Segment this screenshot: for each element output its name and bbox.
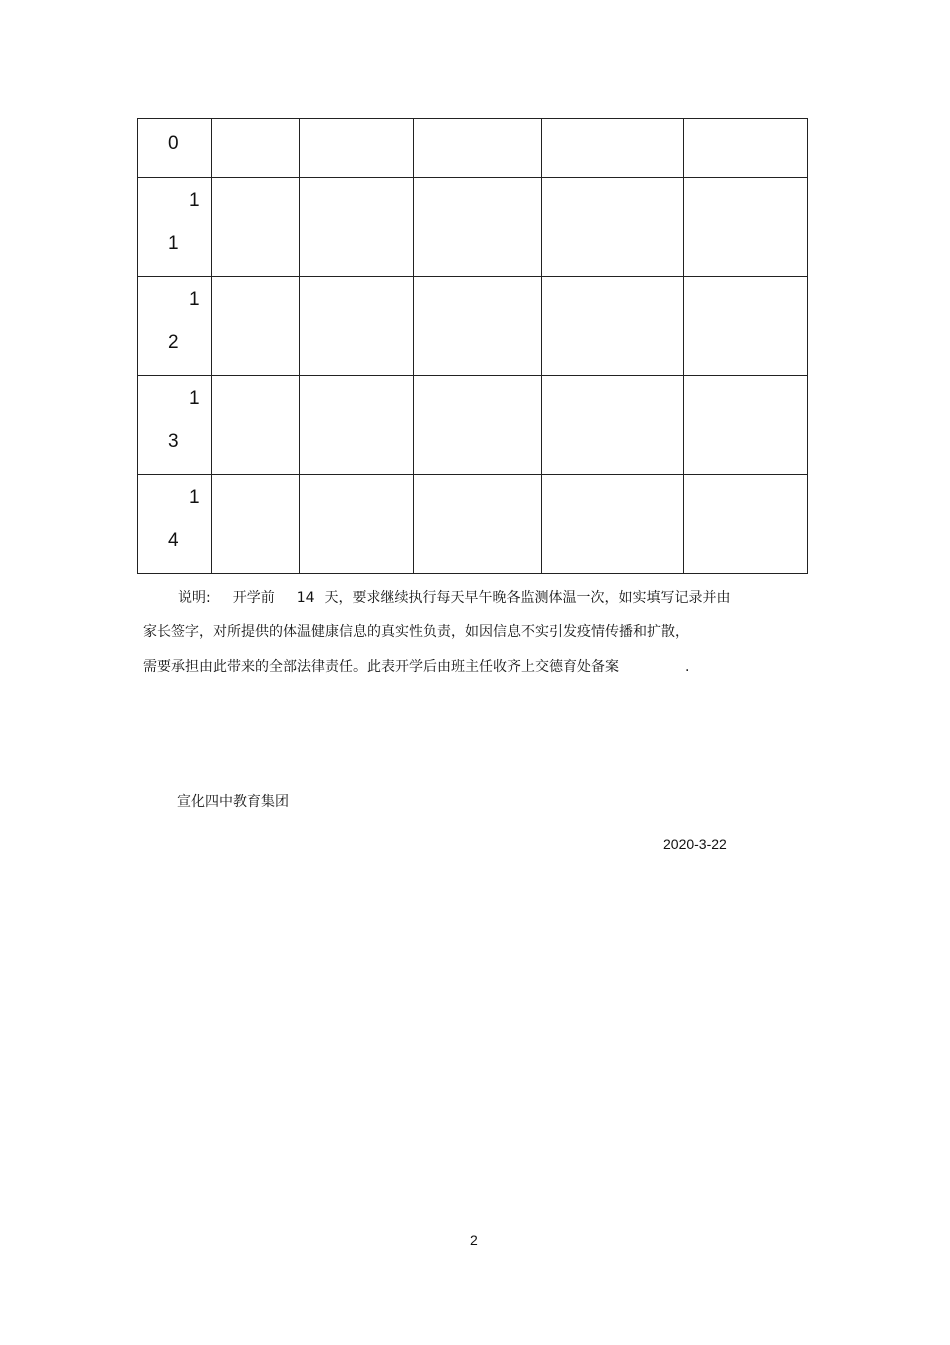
day-number-tens: 1 (189, 388, 200, 409)
table-row (138, 178, 808, 277)
record-cell (300, 119, 414, 178)
document-date: 2020-3-22 (663, 836, 727, 852)
day-number-cell (138, 178, 212, 277)
record-cell (212, 178, 300, 277)
day-number-cell (138, 376, 212, 475)
record-cell (300, 277, 414, 376)
record-cell (300, 475, 414, 574)
day-number-tens: 1 (189, 289, 200, 310)
note-part-2: 天，要求继续执行每天早午晚各监测体温一次，如实填写记录并由 (324, 590, 731, 606)
record-cell (414, 376, 542, 475)
record-cell (542, 277, 684, 376)
record-cell (542, 376, 684, 475)
record-cell (684, 119, 808, 178)
record-cell (542, 475, 684, 574)
note-days: 14 (296, 590, 315, 606)
record-cell (300, 178, 414, 277)
table-row (138, 277, 808, 376)
day-number-cell (138, 277, 212, 376)
day-number-ones: 2 (168, 332, 179, 353)
day-number-ones: 4 (168, 530, 179, 551)
record-cell (212, 277, 300, 376)
note-end-mark: . (685, 659, 690, 675)
record-cell (212, 475, 300, 574)
table-row (138, 119, 808, 178)
record-cell (212, 376, 300, 475)
temperature-record-table (137, 118, 808, 574)
record-cell (414, 475, 542, 574)
record-cell (542, 119, 684, 178)
record-cell (414, 119, 542, 178)
day-number-tens: 1 (189, 487, 200, 508)
day-number-ones: 3 (168, 431, 179, 452)
day-number-tens: 1 (189, 190, 200, 211)
record-cell (684, 475, 808, 574)
record-cell (414, 178, 542, 277)
organization-name: 宣化四中教育集团 (177, 794, 289, 810)
note-line-3 (143, 657, 689, 677)
record-cell (684, 376, 808, 475)
note-part-1: 开学前 (232, 590, 275, 606)
table-row (138, 376, 808, 475)
day-number-ones: 1 (168, 233, 179, 254)
note-line-3-text: 需要承担由此带来的全部法律责任。此表开学后由班主任收齐上交德育处备案 (143, 659, 619, 675)
record-cell (684, 178, 808, 277)
note-line-1 (178, 588, 731, 608)
day-number: 0 (168, 133, 179, 154)
record-cell (212, 119, 300, 178)
record-cell (300, 376, 414, 475)
record-cell (542, 178, 684, 277)
note-label: 说明: (178, 590, 211, 606)
record-cell (684, 277, 808, 376)
table-row (138, 475, 808, 574)
day-number-cell (138, 475, 212, 574)
day-number-cell (138, 119, 212, 178)
record-cell (414, 277, 542, 376)
note-line-2: 家长签字，对所提供的体温健康信息的真实性负责，如因信息不实引发疫情传播和扩散， (143, 624, 689, 640)
page-number: 2 (470, 1232, 478, 1248)
